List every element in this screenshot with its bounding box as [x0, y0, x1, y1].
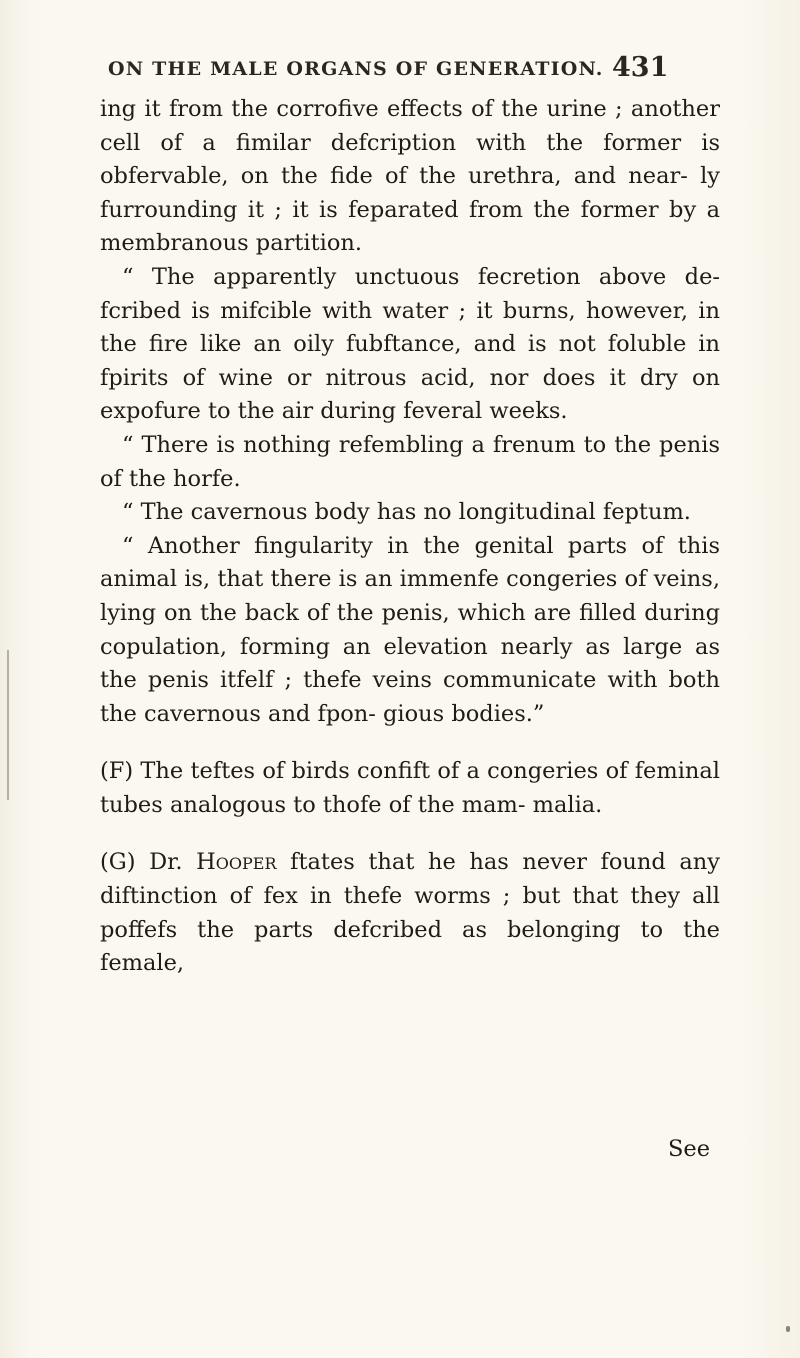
note-g-text: ftates that he has never found any diftinction of fex in thefe worms ; but that they all poffefs the parts defcribed as belonging to the female,: [100, 849, 720, 977]
page-header: [108, 52, 708, 92]
gutter-line: [7, 650, 9, 800]
paragraph-note-g: [100, 846, 720, 980]
paragraph-continuation: ing it from the corrofive effects of the urine ; another cell of a fimilar defcription with the former is obfervable, on the fide of the urethra, and near- ly furrounding it ; it is feparated from the former by a membranous partition.: [100, 96, 720, 257]
paragraph-veins: “ Another fingularity in the genital parts of this animal is, that there is an immenfe congeries of veins, lying on the back of the penis, which are filled during copulation, forming an elevation nearly as large as the penis itfelf ; thefe veins communicate with both the cavernous and fpon- gious bodies.”: [100, 532, 720, 727]
paragraph-septum: “ The cavernous body has no longitudinal feptum.: [122, 499, 691, 526]
body-text: [100, 93, 720, 981]
catchword: See: [668, 1136, 711, 1162]
paragraph-secretion: “ The apparently unctuous fecretion above de- fcribed is mifcible with water ; it burns, however, in the fire like an oily fubftance, and is not foluble in fpirits of wine or nitrous acid, nor does it dry on expofure to the air during feveral weeks.: [100, 263, 720, 425]
author-name: Hooper: [196, 849, 277, 876]
paragraph-frenum: “ There is nothing refembling a frenum to the penis of the horfe.: [100, 431, 720, 492]
ink-speck: [786, 1326, 790, 1332]
note-g-prefix: (G) Dr.: [100, 849, 197, 876]
page-number: 431: [612, 52, 669, 83]
paragraph-note-f: (F) The teftes of birds confift of a congeries of feminal tubes analogous to thofe of the mam- malia.: [100, 758, 720, 818]
running-head: ON THE MALE ORGANS OF GENERATION.: [108, 58, 604, 80]
